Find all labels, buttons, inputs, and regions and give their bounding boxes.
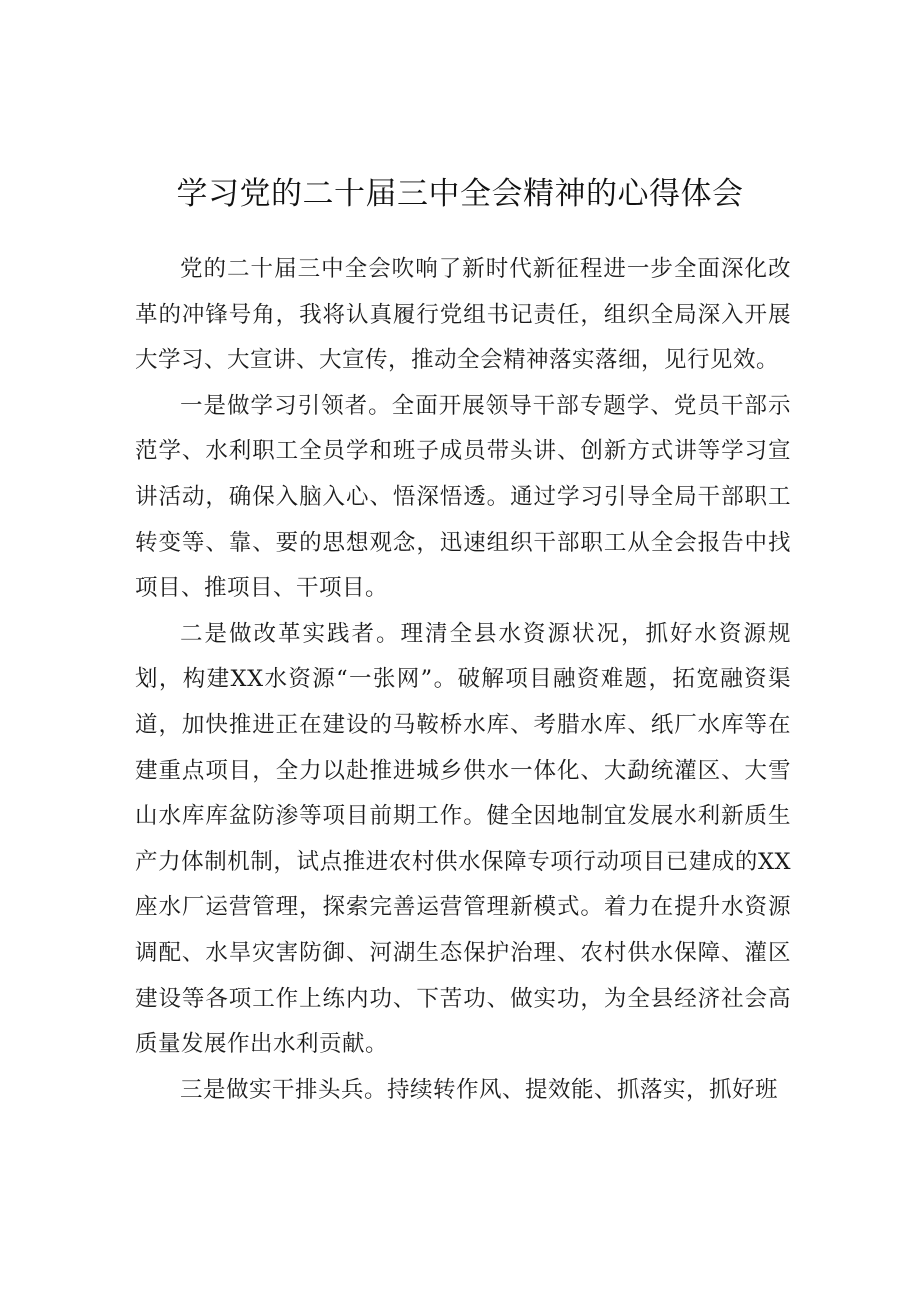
paragraph-intro: 党的二十届三中全会吹响了新时代新征程进一步全面深化改革的冲锋号角，我将认真履行党组书记责任，组织全局深入开展大学习、大宣讲、大宣传，推动全会精神落实落细，见行见效。	[135, 256, 791, 374]
paragraph-reform-practitioner: 二是做改革实践者。理清全县水资源状况，抓好水资源规划，构建XX水资源“一张网”。破解项目融资难题，拓宽融资渠道，加快推进正在建设的马鞍桥水库、考腊水库、纸厂水库等在建重点项目，全力以赴推进城乡供水一体化、大勐统灌区、大雪山水库库盆防渗等项目前期工作。健全因地制宜发展水利新质生产力体制机制，试点推进农村供水保障专项行动项目已建成的XX座水厂运营管理，探索完善运营管理新模式。着力在提升水资源调配、水旱灾害防御、河湖生态保护治理、农村供水保障、灌区建设等各项工作上练内功、下苦功、做实功，为全县经济社会高质量发展作出水利贡献。	[135, 620, 791, 1058]
paragraph-study-leader: 一是做学习引领者。全面开展领导干部专题学、党员干部示范学、水利职工全员学和班子成员带头讲、创新方式讲等学习宣讲活动，确保入脑入心、悟深悟透。通过学习引导全局干部职工转变等、靠、要的思想观念，迅速组织干部职工从全会报告中找项目、推项目、干项目。	[135, 392, 791, 602]
document-title: 学习党的二十届三中全会精神的心得体会	[176, 176, 744, 212]
paragraph-hard-worker: 三是做实干排头兵。持续转作风、提效能、抓落实，抓好班	[180, 1076, 779, 1103]
document-body	[135, 247, 791, 1113]
